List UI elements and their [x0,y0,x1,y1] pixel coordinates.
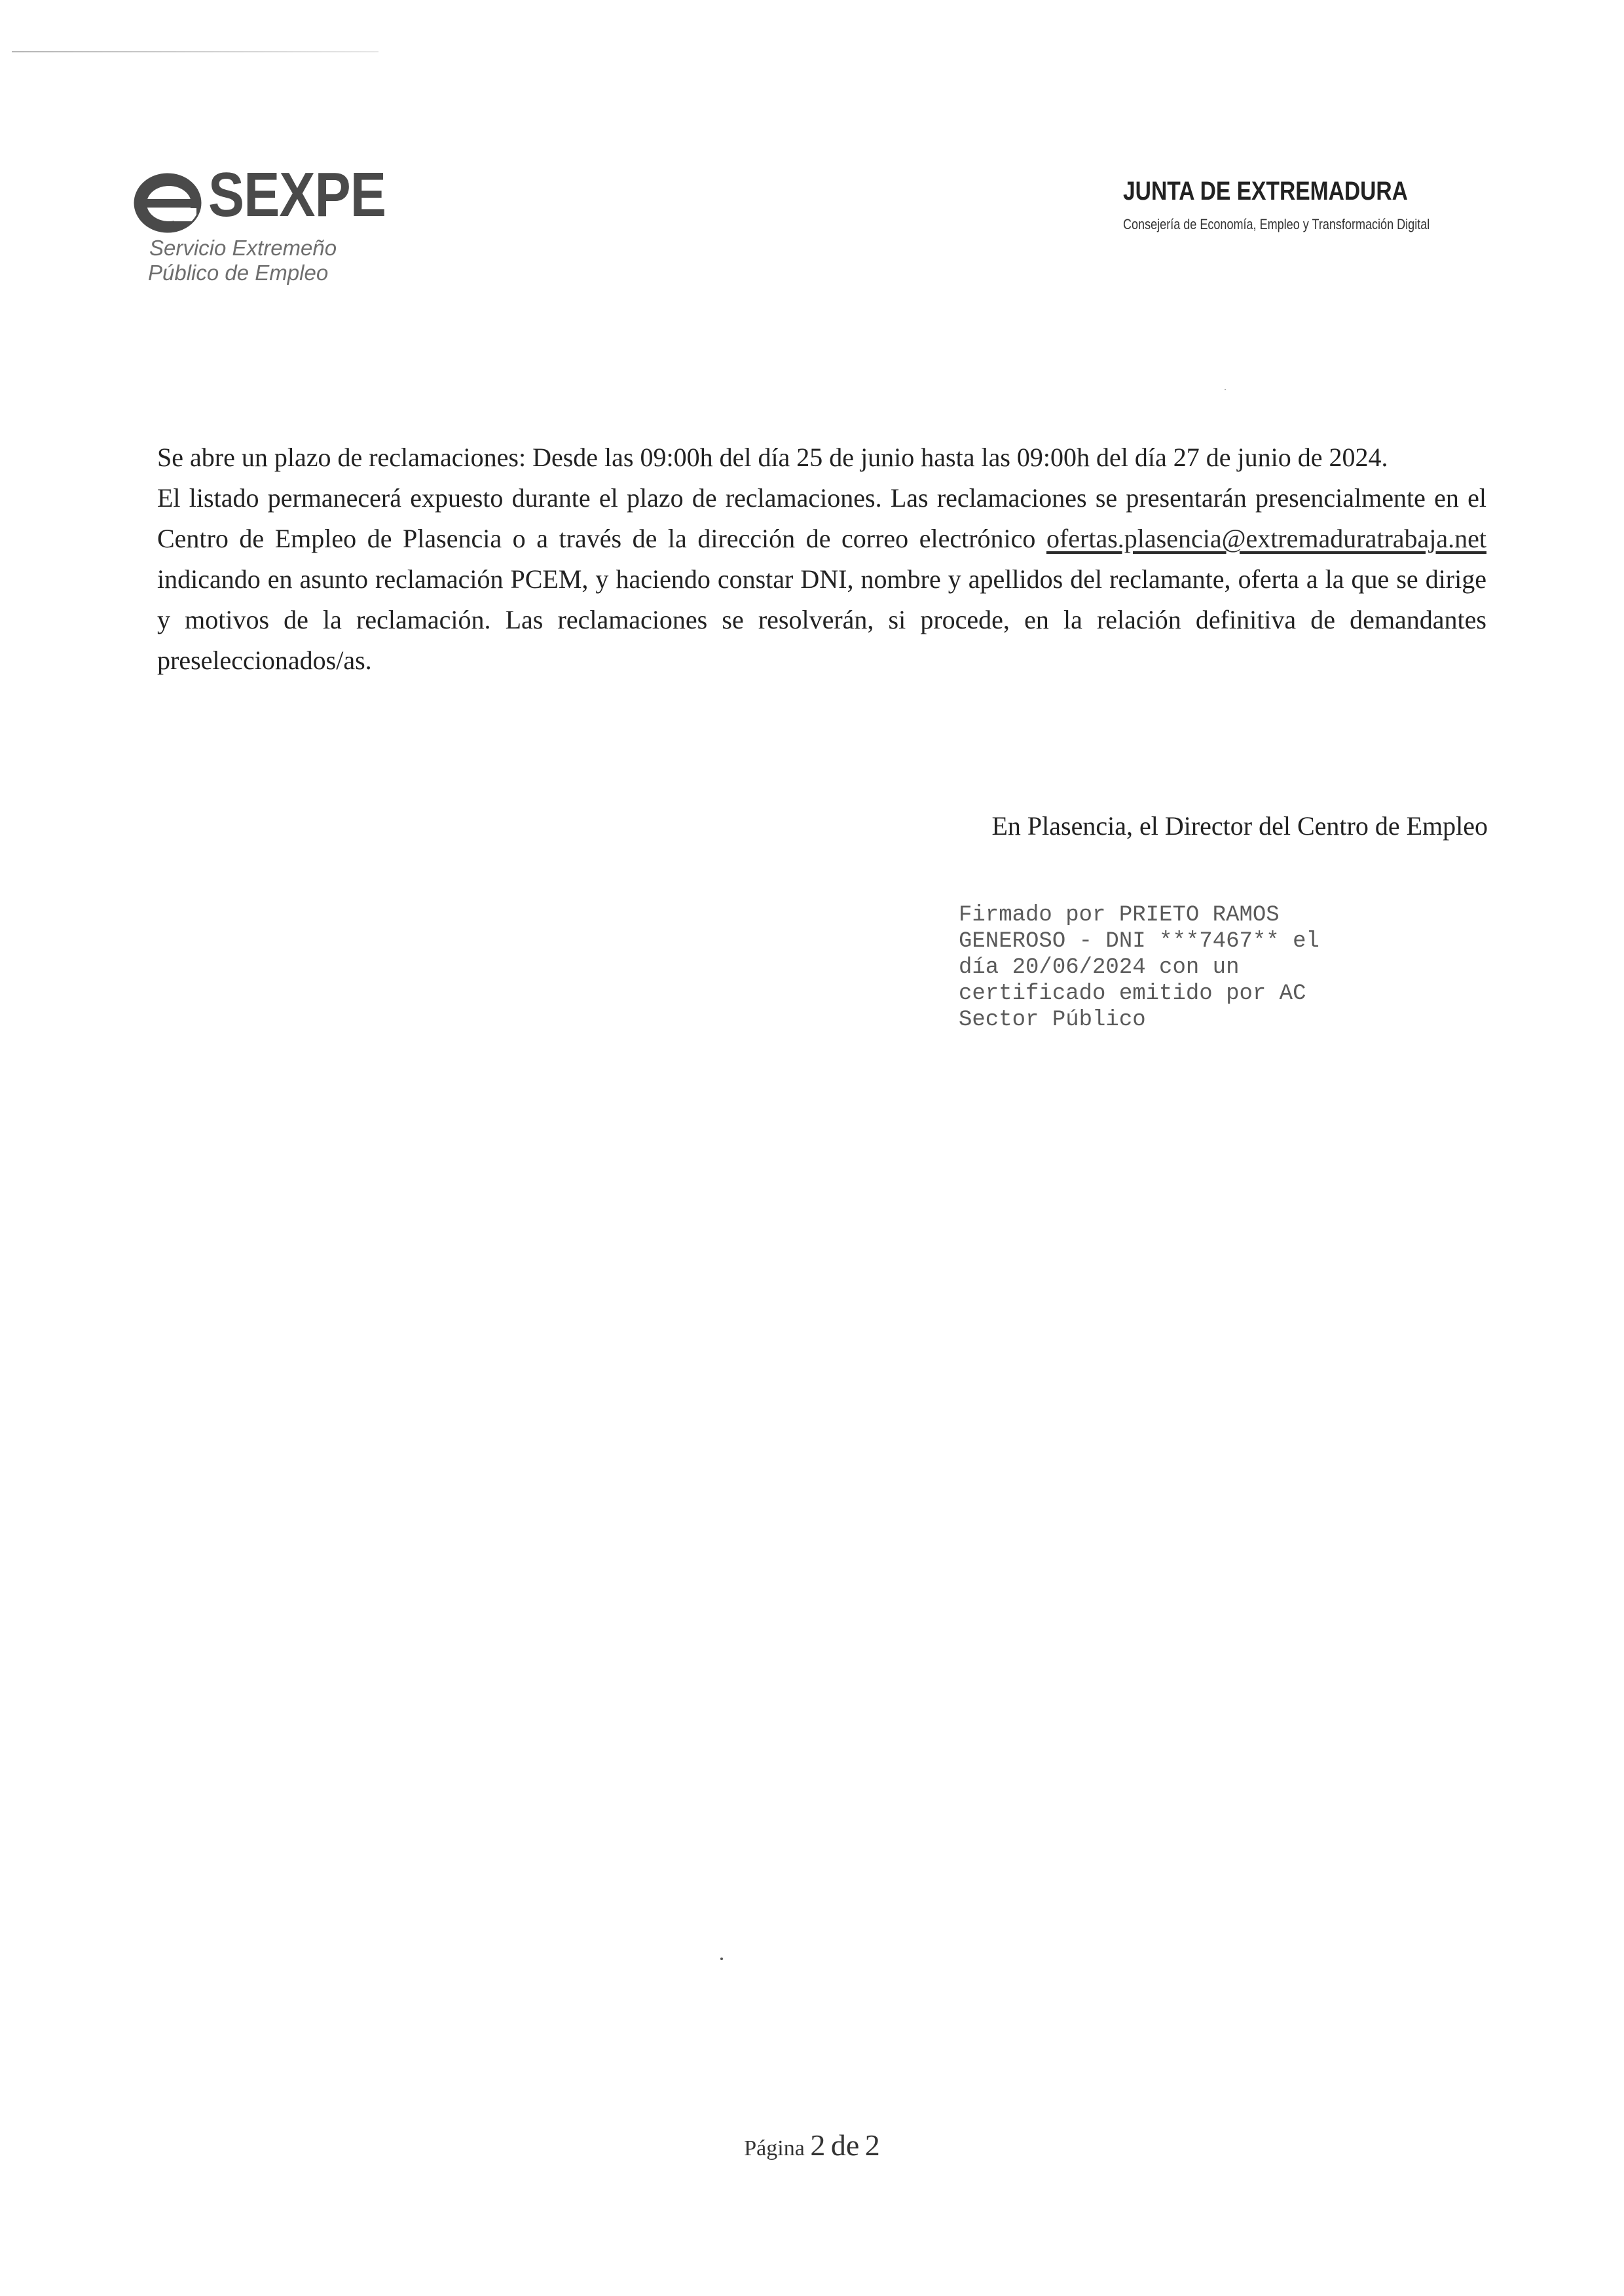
paragraph-2-text-after: indicando en asunto reclamación PCEM, y haciendo constar DNI, nombre y apellidos del reclamante, oferta a la que se dirige y motivos de la reclamación. Las reclamaciones se resolverán, si procede, en la relación definitiva de demandantes preseleccionados/as. [157,564,1486,675]
paragraph-2-text-before: El listado permanecerá expuesto durante el plazo de reclamaciones. Las reclamaciones se presentarán presencialmente en el Centro de Empleo de Plasencia o a través de la dirección de correo electrónico [157,483,1486,553]
scan-speck [1225,389,1226,390]
sexpe-logo [131,160,406,295]
page-label: Página [744,2136,805,2160]
page-current: 2 [810,2128,826,2162]
junta-header [1123,178,1490,232]
email-link[interactable]: ofertas.plasencia@extremaduratrabaja.net [1046,524,1486,553]
sexpe-logo-text: SEXPE [208,160,386,230]
digital-signature-block: Firmado por PRIETO RAMOS GENEROSO - DNI ***7467** el día 20/06/2024 con un certificado emitido por AC Sector Público [959,903,1320,1032]
sexpe-e-icon [131,168,204,236]
page-footer [0,2128,1624,2162]
junta-title: JUNTA DE EXTREMADURA [1123,177,1408,206]
page-separator: de [830,2128,860,2162]
sexpe-subtitle-line2: Público de Empleo [148,261,329,285]
scan-artifact-line [12,51,378,52]
body-paragraph-2 [157,478,1486,681]
document-body [157,437,1486,681]
scan-speck [720,1958,723,1960]
page-total: 2 [864,2128,880,2162]
body-paragraph-1: Se abre un plazo de reclamaciones: Desde las 09:00h del día 25 de junio hasta las 09:00h del día 27 de junio de 2024. [157,443,1388,472]
sexpe-subtitle-line1: Servicio Extremeño [149,236,337,260]
closing-line: En Plasencia, el Director del Centro de Empleo [991,811,1488,841]
junta-subtitle: Consejería de Economía, Empleo y Transformación Digital [1123,216,1430,232]
